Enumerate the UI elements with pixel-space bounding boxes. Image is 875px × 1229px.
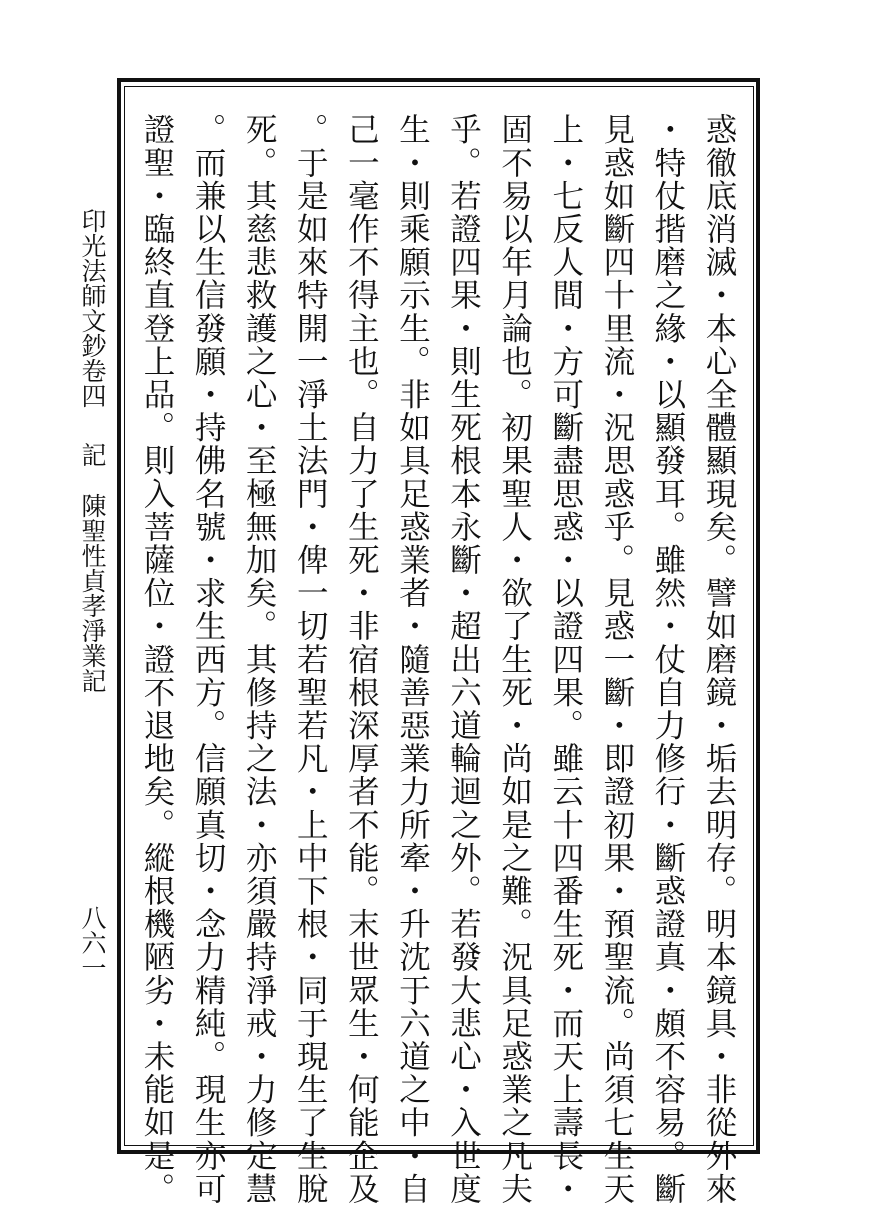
text-line: 。于是如來特開一淨土法門・俾一切若聖若凡・上中下根・同于現生了生脫 bbox=[292, 113, 329, 1206]
text-line: 乎。若證四果・則生死根本永斷・超出六道輪迴之外。若發大悲心・入世度 bbox=[445, 113, 482, 1206]
text-line: 見惑如斷四十里流・況思惑乎。見惑一斷・即證初果・預聖流。尚須七生天 bbox=[598, 113, 635, 1206]
text-line: 證聖・臨終直登上品。則入菩薩位・證不退地矣。縱根機陋劣・未能如是。 bbox=[138, 113, 175, 1206]
text-line: 固不易以年月論也。初果聖人・欲了生死・尚如是之難。況具足惑業之凡夫 bbox=[496, 113, 533, 1206]
page-number: 八六一 bbox=[78, 905, 107, 980]
chapter-label: 記 bbox=[78, 442, 107, 467]
text-line: 生・則乘願示生。非如具足惑業者・隨善惡業力所牽・升沈于六道之中・自 bbox=[394, 113, 431, 1206]
article-title: 陳聖性貞孝淨業記 bbox=[78, 493, 107, 693]
text-line: ・特仗揩磨之緣・以顯發耳。雖然・仗自力修行・斷惑證真・頗不容易。斷 bbox=[649, 113, 686, 1206]
text-line: 。而兼以生信發願・持佛名號・求生西方。信願真切・念力精純。現生亦可 bbox=[190, 113, 227, 1206]
book-title: 印光法師文鈔卷四 bbox=[78, 208, 107, 408]
text-line: 死。其慈悲救護之心・至極無加矣。其修持之法・亦須嚴持淨戒・力修定慧 bbox=[241, 113, 278, 1206]
running-header bbox=[72, 208, 112, 693]
text-line: 惑徹底消滅・本心全體顯現矣。譬如磨鏡・垢去明存。明本鏡具・非從外來 bbox=[701, 113, 737, 1206]
text-line: 己一毫作不得主也。自力了生死・非宿根深厚者不能。末世眾生・何能企及 bbox=[343, 113, 380, 1206]
text-body bbox=[131, 113, 744, 1206]
text-line: 上・七反人間・方可斷盡思惑・以證四果。雖云十四番生死・而天上壽長・ bbox=[547, 113, 584, 1206]
